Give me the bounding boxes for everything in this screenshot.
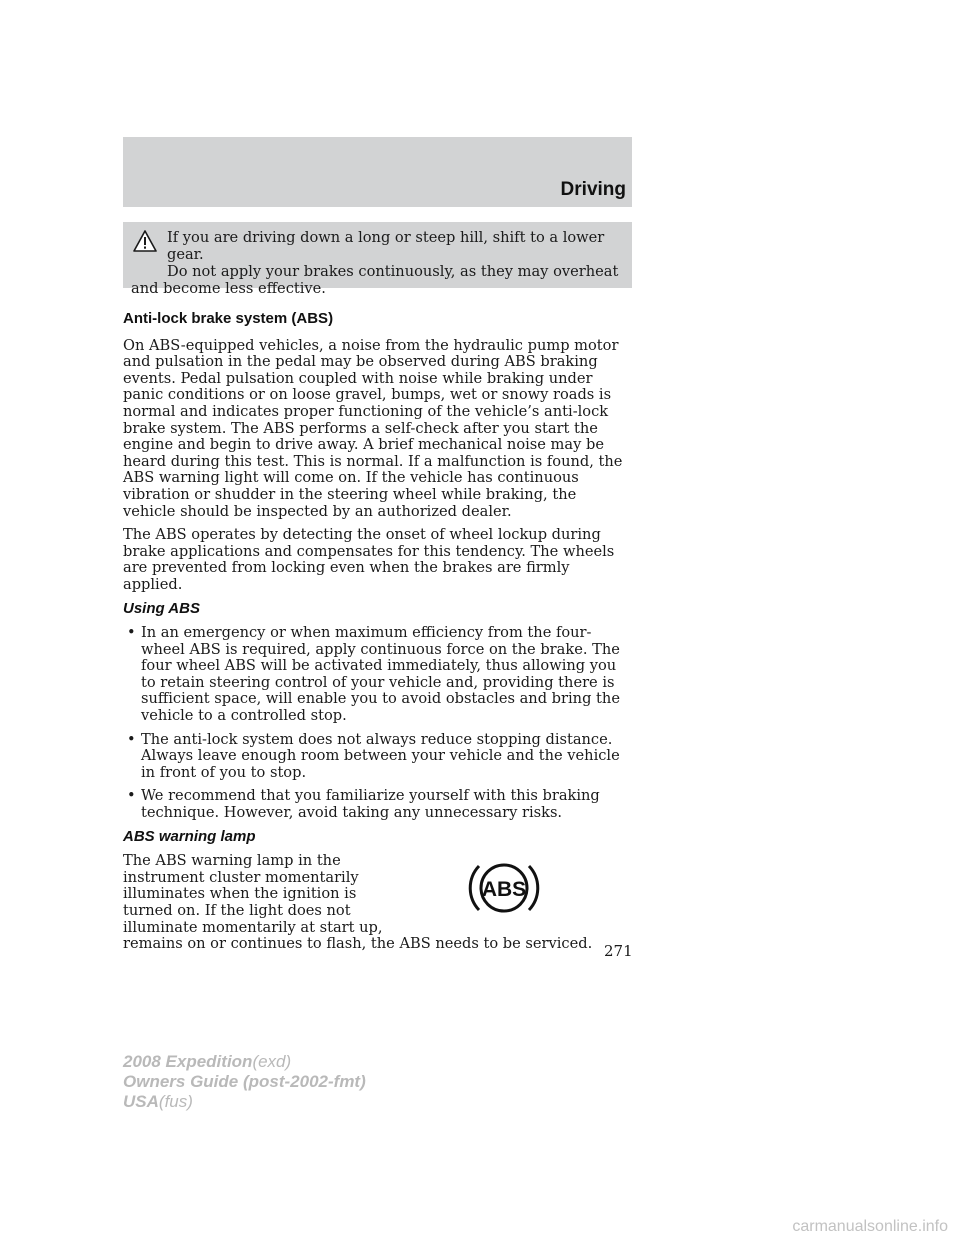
list-item-text: We recommend that you familiarize yourself with this braking technique. However, avoid taking any unnecessary risks. bbox=[141, 787, 600, 822]
abs-lamp-block bbox=[123, 853, 633, 953]
abs-icon-label: ABS bbox=[481, 878, 527, 902]
footer-market-code: (fus) bbox=[158, 1092, 193, 1111]
bullet-icon: • bbox=[127, 624, 136, 642]
footer-line-3 bbox=[123, 1092, 366, 1112]
abs-lamp-paragraph: The ABS warning lamp in the instrument cluster momentarily illuminates when the ignition is turned on. If the light does not illuminate momentarily at start up, bbox=[123, 852, 383, 936]
list-item bbox=[123, 732, 633, 782]
watermark: carmanualsonline.info bbox=[792, 1218, 948, 1235]
section-header-band bbox=[123, 137, 632, 207]
warning-text bbox=[131, 229, 627, 297]
page-number: 271 bbox=[604, 942, 633, 960]
abs-paragraph-2: The ABS operates by detecting the onset of wheel lockup during brake applications and compensates for this tendency. The wheels are prevented from locking even when the brakes are firmly applied. bbox=[123, 526, 615, 593]
using-abs-heading: Using ABS bbox=[123, 599, 200, 617]
section-title: Driving bbox=[560, 179, 626, 200]
warning-line-3: and become less effective. bbox=[131, 280, 326, 297]
abs-lamp-last-line: remains on or continues to flash, the ABS needs to be serviced. bbox=[123, 935, 593, 953]
footer-market: USA bbox=[123, 1092, 159, 1111]
footer-line-1 bbox=[123, 1052, 366, 1072]
abs-paragraph-1: On ABS-equipped vehicles, a noise from the hydraulic pump motor and pulsation in the pedal may be observed during ABS braking events. Pedal pulsation coupled with noise while braking under panic conditions or on loose gravel, bumps, wet or snowy roads is normal and indicates proper functioning of the vehicle’s anti-lock brake system. The ABS performs a self-check after you start the engine and begin to drive away. A brief mechanical noise may be heard during this test. This is normal. If a malfunction is found, the ABS warning light will come on. If the vehicle has continuous vibration or shudder in the steering wheel while braking, the vehicle should be inspected by an authorized dealer. bbox=[123, 336, 623, 520]
warning-line-1: If you are driving down a long or steep hill, shift to a lower gear. bbox=[167, 229, 605, 263]
abs-heading: Anti-lock brake system (ABS) bbox=[123, 310, 334, 327]
list-item-text: In an emergency or when maximum efficiency from the four-wheel ABS is required, apply continuous force on the brake. The four wheel ABS will be activated immediately, thus allowing you to retain steering control of your vehicle and, providing there is sufficient space, will enable you to avoid obstacles and bring the vehicle to a controlled stop. bbox=[141, 624, 620, 725]
footer-line-2 bbox=[123, 1072, 366, 1092]
bullet-icon: • bbox=[127, 787, 136, 805]
list-item bbox=[123, 625, 633, 725]
using-abs-list bbox=[123, 625, 633, 822]
bullet-icon: • bbox=[127, 730, 136, 748]
main-content bbox=[123, 311, 633, 953]
footer-model: 2008 Expedition bbox=[123, 1052, 253, 1071]
abs-warning-icon bbox=[467, 857, 541, 919]
warning-line-2: Do not apply your brakes continuously, as they may overheat bbox=[167, 263, 619, 280]
warning-box bbox=[123, 222, 632, 297]
abs-lamp-heading: ABS warning lamp bbox=[123, 827, 256, 845]
footer-guide: Owners Guide (post-2002-fmt) bbox=[123, 1072, 366, 1091]
footer-model-code: (exd) bbox=[252, 1052, 292, 1071]
footer bbox=[123, 1052, 366, 1112]
list-item-text: The anti-lock system does not always reduce stopping distance. Always leave enough room between your vehicle and the vehicle in front of you to stop. bbox=[141, 730, 620, 781]
list-item bbox=[123, 788, 633, 821]
